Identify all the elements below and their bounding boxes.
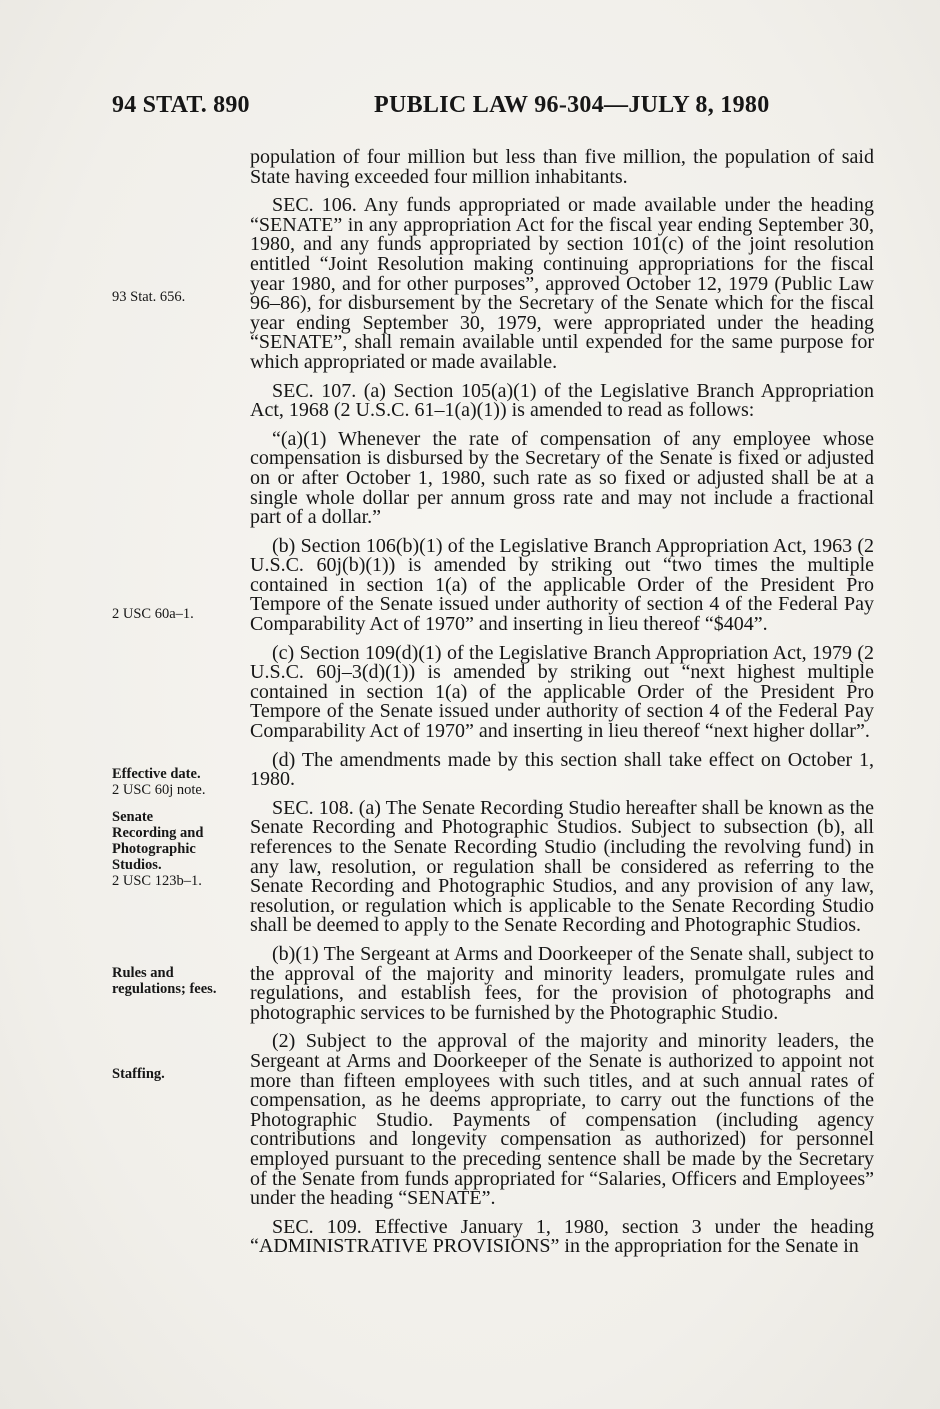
paragraph-sec-106: SEC. 106. Any funds appropriated or made available under the heading “SENATE” in any appropriation Act for the fiscal year ending September 30, 1980, and any funds appropriated by section 101(c) of the joint resolution entitled “Joint Resolution making continuing appropriations for the fiscal year 1980, and for other purposes”, approved October 12, 1979 (Public Law 96–86), for disbursement by the Secretary of the Senate which for the fiscal year ending September 30, 1979, were appropriated under the heading “SENATE”, shall remain available until expended for the same purpose for which appropriated or made available.	[250, 194, 874, 373]
margin-note-heading: Senate	[112, 809, 154, 825]
margin-note-heading: regulations; fees.	[112, 981, 217, 997]
paragraph-sec-108-b1: (b)(1) The Sergeant at Arms and Doorkeeper of the Senate shall, subject to the approval of the majority and minority leaders, promulgate rules and regulations, and establish fees, for the provision of photographs and photographic services to be furnished by the Photographic Studio.	[250, 942, 874, 1024]
margin-note-text: 2 USC 60a–1.	[112, 606, 194, 622]
margin-note-2-usc-60a-1	[112, 606, 248, 622]
margin-note-rules-regulations	[112, 965, 248, 997]
margin-note-heading: Photographic	[112, 841, 196, 857]
margin-note-heading: Staffing.	[112, 1066, 165, 1082]
paragraph-sec-108-a: SEC. 108. (a) The Senate Recording Studio hereafter shall be known as the Senate Recording and Photographic Studios. Subject to subsection (b), all references to the Senate Recording Studio (including the revolving fund) in any law, resolution, or regulation shall be considered as referring to the Senate Recording and Photographic Studios, and any provision of any law, resolution, or regulation which is applicable to the Senate Recording Studio shall be deemed to apply to the Senate Recording and Photographic Studios.	[250, 796, 874, 937]
public-law-title: PUBLIC LAW 96-304—JULY 8, 1980	[374, 92, 770, 118]
margin-note-text: 2 USC 123b–1.	[112, 873, 202, 889]
paragraph-sec-107-b: (b) Section 106(b)(1) of the Legislative Branch Appropriation Act, 1963 (2 U.S.C. 60j(b)(1)) is amended by striking out “two times the multiple contained in section 1(a) of the applicable Order of the President Pro Tempore of the Senate issued under authority of section 4 of the Federal Pay Comparability Act of 1970” and inserting in lieu thereof “$404”.	[250, 534, 874, 636]
margin-note-93-stat-656	[112, 289, 248, 305]
margin-note-heading: Effective date.	[112, 766, 201, 782]
paragraph-quoted-a1: “(a)(1) Whenever the rate of compensation of any employee whose compensation is disbursed by the Secretary of the Senate is fixed or adjusted on or after October 1, 1980, such rate as so fixed or adjusted shall be at a single whole dollar per annum gross rate and may not include a fractional part of a dollar.”	[250, 427, 874, 529]
margin-note-text: 2 USC 60j note.	[112, 782, 206, 798]
margin-note-heading: Recording and	[112, 825, 204, 841]
paragraph-sec-108-b2: (2) Subject to the approval of the majority and minority leaders, the Sergeant at Arms and Doorkeeper of the Senate is authorized to appoint not more than fifteen employees with such titles, and at such annual rates of compensation, as he deems appropriate, to carry out the functions of the Photographic Studio. Payments of compensation (including agency contributions and longevity compensation as authorized) for personnel employed pursuant to the preceding sentence shall be made by the Secretary of the Senate from funds appropriated for “Salaries, Officers and Employees” under the heading “SENATE”.	[250, 1030, 874, 1210]
statute-page-reference: 94 STAT. 890	[112, 92, 250, 118]
margin-note-senate-studios	[112, 809, 248, 889]
paragraph-sec-107-a: SEC. 107. (a) Section 105(a)(1) of the Legislative Branch Appropriation Act, 1968 (2 U.S.C. 61–1(a)(1)) is amended to read as follows:	[250, 379, 874, 422]
margin-note-text: 93 Stat. 656.	[112, 289, 186, 305]
paragraph-sec-109: SEC. 109. Effective January 1, 1980, section 3 under the heading “ADMINISTRATIVE PROVISIONS” in the appropriation for the Senate in	[250, 1215, 874, 1258]
margin-note-effective-date	[112, 766, 248, 798]
paragraph-continuation: population of four million but less than five million, the population of said State having exceeded four million inhabitants.	[250, 146, 874, 188]
margin-note-heading: Studios.	[112, 857, 162, 873]
body-text	[250, 148, 874, 1266]
margin-note-heading: Rules and	[112, 965, 174, 981]
margin-note-staffing	[112, 1066, 248, 1082]
paragraph-sec-107-c: (c) Section 109(d)(1) of the Legislative Branch Appropriation Act, 1979 (2 U.S.C. 60j–3(d)(1)) is amended by striking out “next highest multiple contained in section 1(a) of the applicable Order of the President Pro Tempore of the Senate issued under authority of section 4 of the Federal Pay Comparability Act of 1970” and inserting in lieu thereof “next higher dollar”.	[250, 641, 874, 743]
paragraph-sec-107-d: (d) The amendments made by this section shall take effect on October 1, 1980.	[250, 748, 874, 791]
page-header	[112, 92, 872, 132]
